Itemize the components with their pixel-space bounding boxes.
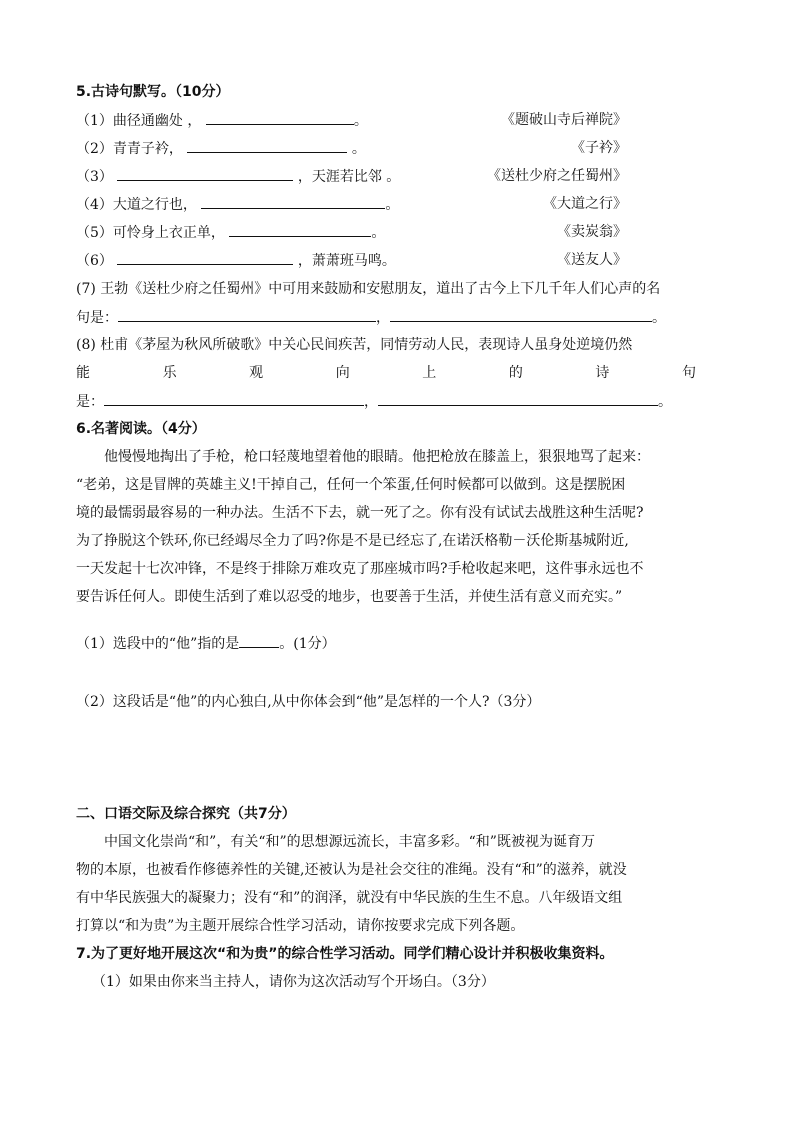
- q6-heading: 6.名著阅读。（4分）: [76, 421, 206, 437]
- item-end: 。: [351, 141, 366, 157]
- item-number: （1）: [76, 113, 113, 129]
- passage-line: 一天发起十七次冲锋，不是终于排除万难攻克了那座城市吗?手枪收起来吧，这件事永远也不: [76, 561, 644, 577]
- answer-blank[interactable]: [117, 247, 293, 265]
- answer-blank[interactable]: [201, 191, 385, 209]
- q5-item-7-answer: [76, 304, 722, 330]
- passage-line: “老弟，这是冒牌的英雄主义!干掉自己，任何一个笨蛋,任何时候都可以做到。这是摆脱困: [76, 477, 626, 493]
- answer-blank[interactable]: [118, 304, 376, 322]
- answer-prefix: 句是：: [76, 310, 118, 326]
- answer-blank[interactable]: [239, 630, 279, 648]
- q5-item-7-text: (7) 王勃《送杜少府之任蜀州》中可用来鼓励和安慰朋友，道出了古今上下几千年人们心声的名: [76, 281, 661, 297]
- item-number: （6）: [76, 253, 113, 269]
- poem-source: 《送友人》: [557, 252, 627, 268]
- spaced-char: 的: [508, 365, 523, 381]
- q5-item-8-spaced: [76, 360, 696, 386]
- poem-source: 《大道之行》: [543, 196, 627, 212]
- item-number: （3）: [76, 169, 113, 185]
- section-2-paragraph-line: 中国文化崇尚“和”，有关“和”的思想源远流长，丰富多彩。“和”既被视为诞育万: [104, 834, 595, 850]
- answer-prefix: 是：: [76, 394, 104, 410]
- passage-line: 为了挣脱这个铁环,你已经竭尽全力了吗?你是不是已经忘了,在诺沃格勒－沃伦斯基城附近,: [76, 533, 629, 549]
- item-end: 。: [371, 225, 386, 241]
- answer-blank[interactable]: [390, 304, 652, 322]
- q5-item-8-answer: [76, 388, 722, 414]
- section-2-paragraph-line: 打算以“和为贵”为主题开展综合性学习活动，请你按要求完成下列各题。: [76, 918, 525, 934]
- passage-line: 要告诉任何人。即使生活到了难以忍受的地步，也要善于生活，并使生活有意义而充实。”: [76, 589, 623, 605]
- spaced-char: 上: [422, 365, 437, 381]
- spaced-char: 向: [335, 365, 350, 381]
- spaced-char: 句: [681, 365, 696, 381]
- item-end: 。: [385, 197, 400, 213]
- answer-blank[interactable]: [229, 219, 371, 237]
- q5-item-2: [76, 135, 722, 161]
- item-text: 大道之行也，: [112, 197, 197, 213]
- q5-item-5: [76, 219, 722, 245]
- q5-item-4: [76, 191, 722, 217]
- sub-question-text: （1）选段中的“他”指的是: [76, 636, 240, 652]
- item-text: 曲径通幽处 ，: [112, 113, 202, 129]
- answer-blank[interactable]: [378, 388, 658, 406]
- poem-source: 《题破山寺后禅院》: [501, 112, 627, 128]
- spaced-char: 能: [76, 365, 90, 381]
- q5-item-8-text: (8) 杜甫《茅屋为秋风所破歌》中关心民间疾苦，同情劳动人民，表现诗人虽身处逆境仍然: [76, 337, 633, 353]
- poem-source: 《送杜少府之任蜀州》: [487, 168, 627, 184]
- passage-line: 他慢慢地掏出了手枪，枪口轻蔑地望着他的眼睛。他把枪放在膝盖上，狠狠地骂了起来：: [104, 449, 650, 465]
- item-number: （4）: [76, 197, 113, 213]
- item-end: ，天涯若比邻 。: [297, 169, 401, 185]
- q5-item-6: [76, 247, 722, 273]
- section-2-paragraph-line: 有中华民族强大的凝聚力；没有“和”的润泽，就没有中华民族的生生不息。八年级语文组: [76, 890, 623, 906]
- item-number: （5）: [76, 225, 113, 241]
- section-2-heading: 二、口语交际及综合探究（共7分）: [76, 806, 296, 822]
- spaced-char: 观: [249, 365, 264, 381]
- period: 。: [652, 310, 666, 326]
- q5-item-3: [76, 163, 722, 189]
- item-number: （2）: [76, 141, 113, 157]
- answer-blank[interactable]: [117, 163, 293, 181]
- answer-blank[interactable]: [104, 388, 364, 406]
- q6-sub-1: [76, 630, 722, 656]
- item-end: 。: [353, 113, 368, 129]
- comma: ，: [376, 310, 390, 326]
- q7-sub-1: （1）如果由你来当主持人，请你为这次活动写个开场白。（3分）: [92, 974, 495, 990]
- poem-source: 《子衿》: [571, 140, 627, 156]
- answer-blank[interactable]: [187, 135, 347, 153]
- passage-line: 境的最懦弱最容易的一种办法。生活不下去，就一死了之。你有没有试试去战胜这种生活呢?: [76, 505, 644, 521]
- sub-question-score: 。(1分）: [279, 636, 336, 652]
- answer-blank[interactable]: [206, 107, 354, 125]
- spaced-char: 乐: [162, 365, 177, 381]
- q7-heading: 7.为了更好地开展这次“和为贵”的综合性学习活动。同学们精心设计并积极收集资料。: [76, 946, 614, 962]
- section-2-paragraph-line: 物的本原，也被看作修德养性的关键,还被认为是社会交往的准绳。没有“和”的滋养，就没: [76, 862, 627, 878]
- comma: ，: [364, 394, 378, 410]
- item-text: 青青子衿，: [112, 141, 183, 157]
- q5-item-1: [76, 107, 722, 133]
- q6-sub-2: （2）这段话是“他”的内心独白,从中你体会到“他”是怎样的一个人?（3分）: [76, 694, 541, 710]
- spaced-char: 诗: [595, 365, 610, 381]
- period: 。: [658, 394, 672, 410]
- item-end: ，萧萧班马鸣。: [297, 253, 396, 269]
- item-text: 可怜身上衣正单，: [112, 225, 225, 241]
- q5-heading: 5.古诗句默写。（10分）: [76, 84, 230, 100]
- poem-source: 《卖炭翁》: [557, 224, 627, 240]
